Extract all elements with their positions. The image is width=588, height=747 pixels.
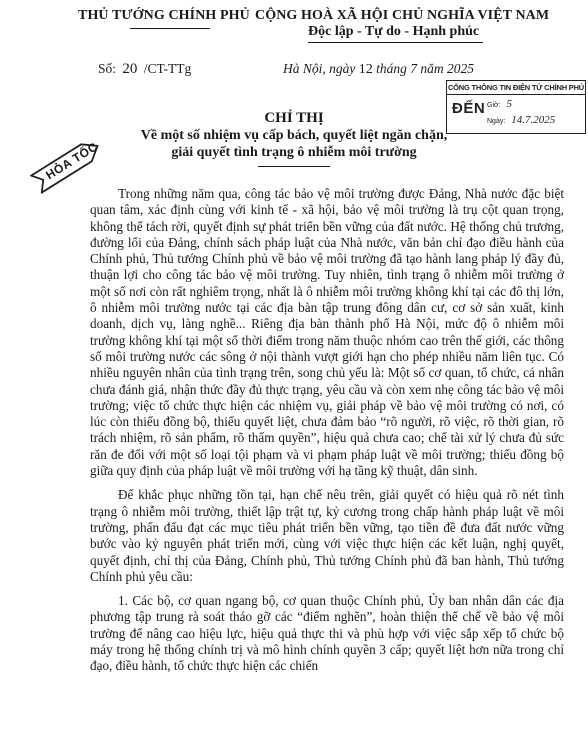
document-subject-line-1: Về một số nhiệm vụ cấp bách, quyết liệt ngăn chặn, (140, 128, 448, 143)
received-stamp-time (487, 98, 512, 110)
place-date-before-day: Hà Nội, ngày (283, 61, 356, 76)
place-and-date (283, 61, 474, 78)
document-subject-line-2: giải quyết tình trạng ô nhiễm môi trường (171, 145, 417, 160)
place-date-after-day: tháng 7 năm 2025 (376, 61, 474, 76)
document-body (90, 186, 564, 683)
national-title: CỘNG HOÀ XÃ HỘI CHỦ NGHĨA VIỆT NAM (255, 8, 550, 23)
body-paragraph-3: 1. Các bộ, cơ quan ngang bộ, cơ quan thuộc Chính phủ, Ủy ban nhân dân các địa phương tập trung rà soát tháo gỡ các “điểm nghẽn”, hoàn thiện thể chế về bảo vệ môi trường để nâng cao hiệu lực, hiệu quả thực thi và phù hợp với việc sắp xếp tổ chức bộ máy trong hệ thống chính trị và mô hình chính quyền 3 cấp; quyết liệt hơn nữa trong chỉ đạo, điều hành, tổ chức thực hiện các chiến (90, 593, 564, 674)
subject-underline (258, 166, 330, 167)
body-paragraph-1: Trong những năm qua, công tác bảo vệ môi trường được Đảng, Nhà nước đặc biệt quan tâm, xác định cùng với kinh tế - xã hội, bảo vệ môi trường là trụ cột quan trọng, không thể tách rời, quyết định sự phát triển bền vững của đất nước. Hệ thống chủ trương, đường lối của Đảng, chính sách pháp luật của Nhà nước, văn bản chỉ đạo điều hành của Chính phủ, Thủ tướng Chính phủ về bảo vệ môi trường đã tạo hành lang pháp lý đầy đủ, thuận lợi cho công tác bảo vệ môi trường. Tuy nhiên, tình trạng ô nhiễm môi trường ở một số nơi còn rất nghiêm trọng, nhất là ô nhiễm môi trường không khí tại các đô thị lớn, ô nhiễm môi trường nước tại các địa bàn tập trung đông dân cư, cơ sở sản xuất, kinh doanh, dịch vụ, làng nghề... Riêng địa bàn thành phố Hà Nội, mức độ ô nhiễm môi trường không khí tại một số thời điểm trong năm thuộc nhóm cao trên thế giới, các thông số môi trường nước các sông ở nội thành vượt giới hạn cho phép nhiều năm liên tục. Có nhiều nguyên nhân của tình trạng trên, song chủ yếu là: Một số cơ quan, tổ chức, cá nhân chưa đánh giá, nhận thức đầy đủ thực trạng, yêu cầu và còn xem nhẹ công tác bảo vệ môi trường; việc tổ chức thực hiện các nhiệm vụ, giải pháp về bảo vệ môi trường có nơi, có lúc còn thiếu đồng bộ, thiếu quyết liệt, chưa đảm bảo “rõ người, rõ việc, rõ thời gian, rõ trách nhiệm, rõ sản phẩm, rõ thẩm quyền”, hiệu quả chưa cao; chế tài xử lý chưa đủ sức răn đe đối với một số loại tội phạm và vi phạm pháp luật về môi trường; thiếu đồng bộ giữa quy định của pháp luật về môi trường với hạ tầng kỹ thuật, dân sinh. (90, 186, 564, 479)
received-stamp-time-value: 5 (506, 98, 512, 110)
document-type: CHỈ THỊ (264, 110, 324, 126)
document-number-suffix: /CT-TTg (143, 61, 192, 76)
authority-underline (130, 28, 210, 29)
received-stamp-date-label: Ngày: (487, 118, 506, 125)
national-motto: Độc lập - Tự do - Hạnh phúc (308, 24, 480, 39)
place-date-day: 12 (358, 62, 373, 77)
received-stamp-date-value: 14.7.2025 (511, 114, 556, 126)
received-stamp-header: CỔNG THÔNG TIN ĐIỆN TỬ CHÍNH PHỦ (447, 81, 585, 95)
received-stamp-time-label: Giờ: (487, 102, 501, 109)
urgent-stamp-label: HỎA TỐC (43, 139, 101, 183)
received-stamp-den: ĐẾN (452, 100, 486, 117)
issuing-authority: THỦ TƯỚNG CHÍNH PHỦ (78, 8, 250, 23)
document-number-value: 20 (122, 61, 138, 77)
motto-underline (308, 42, 483, 43)
body-paragraph-2: Để khắc phục những tồn tại, hạn chế nêu trên, giải quyết có hiệu quả rõ nét tình trạng ô nhiễm môi trường, thiết lập trật tự, kỷ cương trong chấp hành pháp luật về môi trường, phấn đấu đạt các mục tiêu phát triển bền vững, tạo tiền đề đưa đất nước vững bước vào kỷ nguyên phát triển mới, cùng với việc thực hiện các kết luận, nghị quyết, quyết định, chỉ thị của Đảng, Chính phủ, Thủ tướng Chính phủ đã ban hành, Thủ tướng Chính phủ yêu cầu: (90, 487, 564, 584)
document-number (98, 61, 191, 78)
document-number-prefix: Số: (98, 61, 117, 76)
